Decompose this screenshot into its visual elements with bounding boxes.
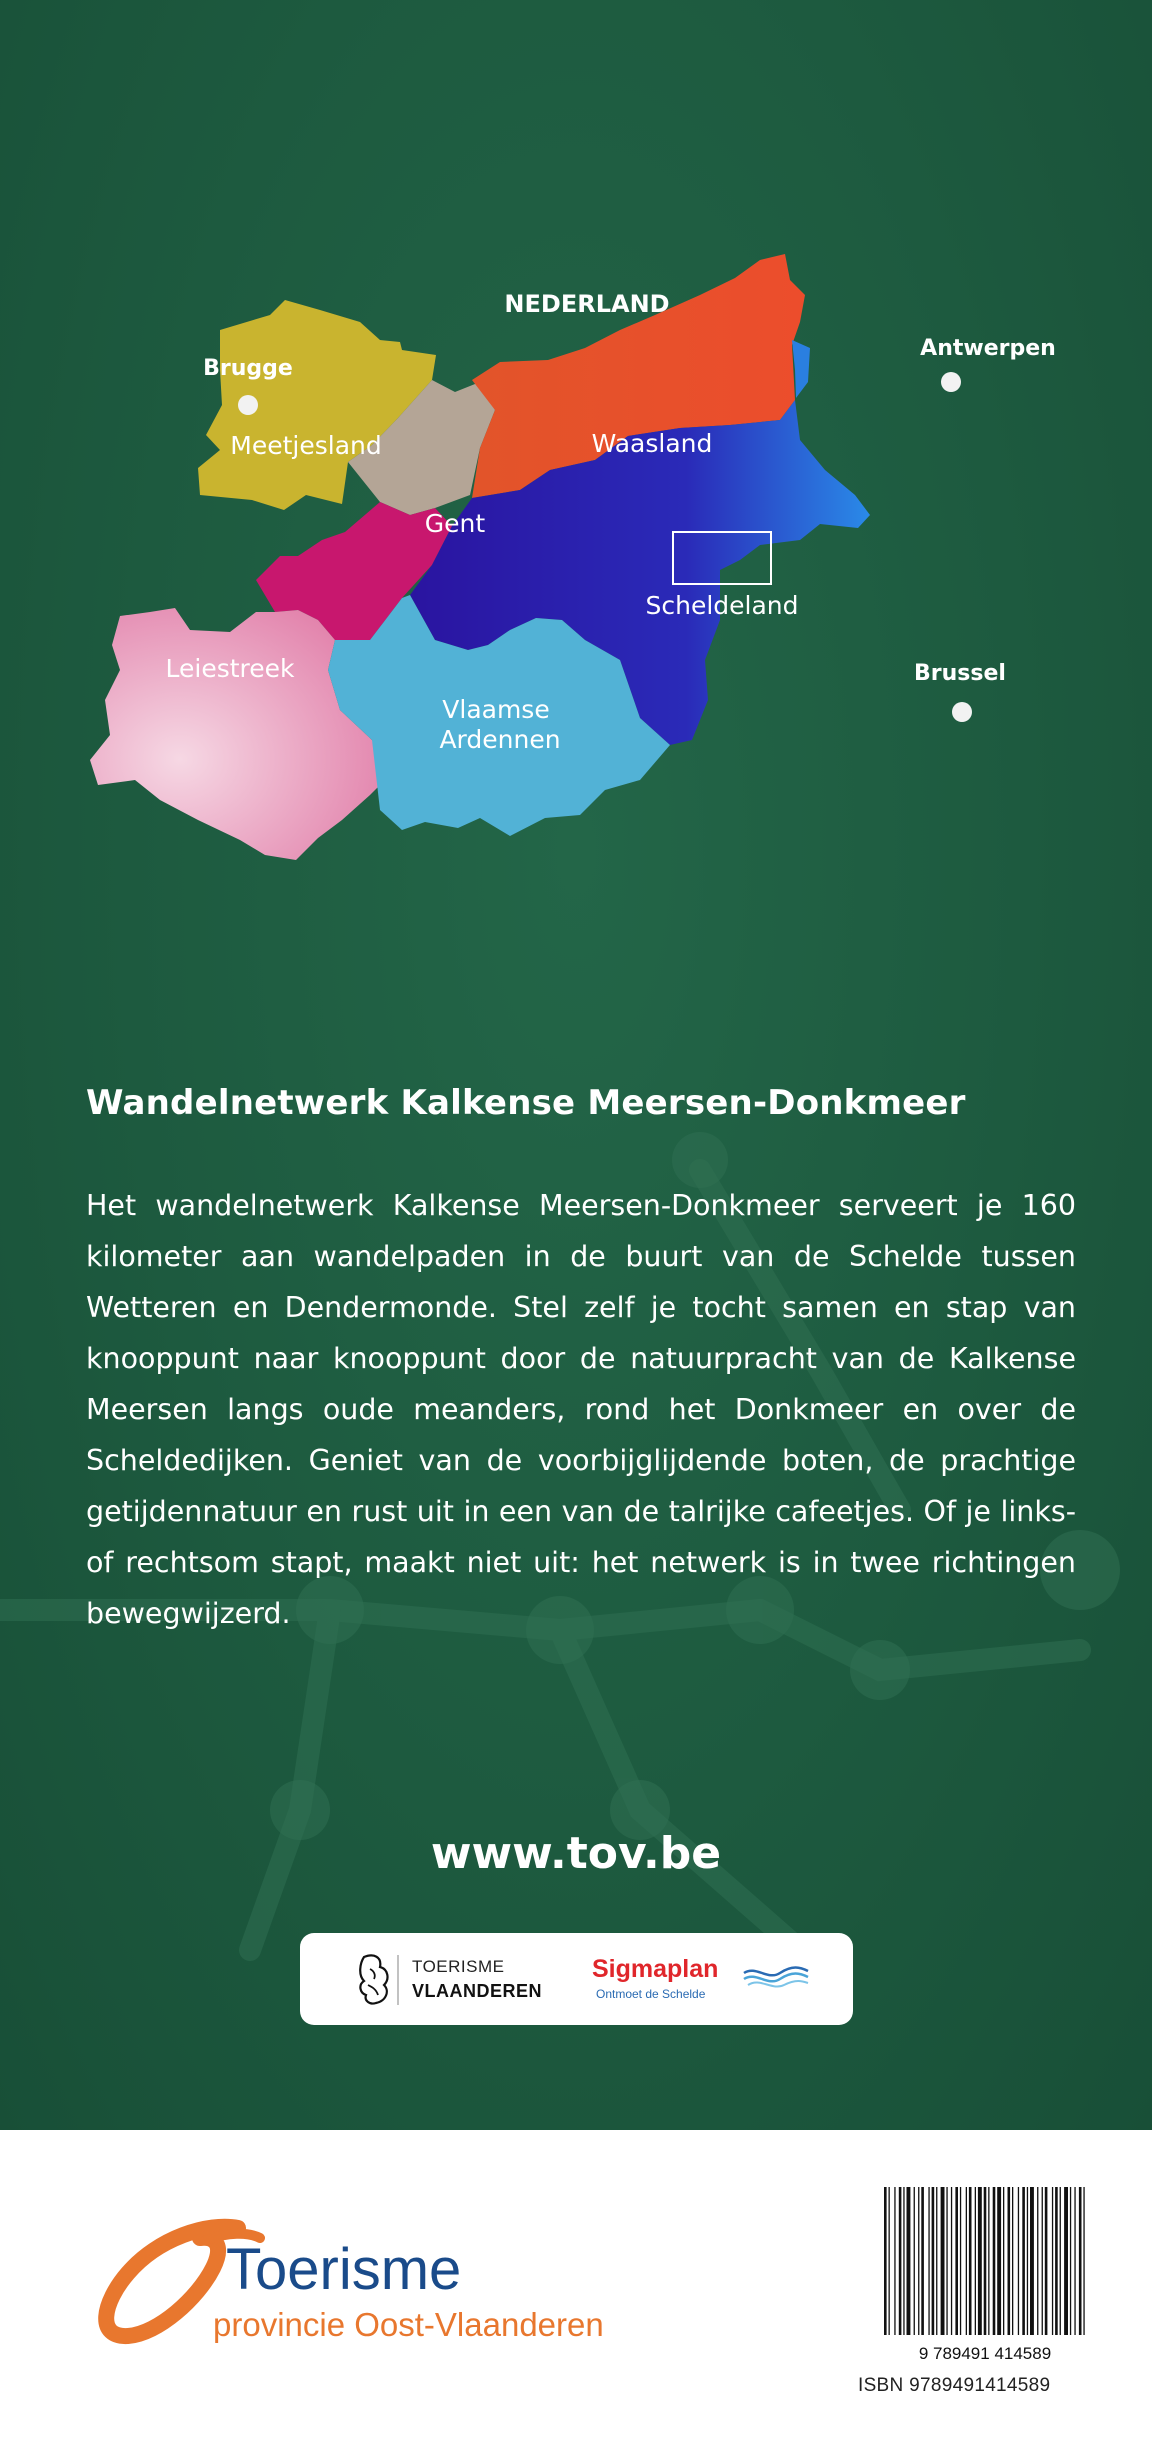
isbn-number: ISBN 9789491414589 [858, 2375, 1051, 2396]
label-vlaamse: Vlaamse [442, 695, 550, 724]
label-ardennen: Ardennen [439, 725, 561, 754]
publisher-name: Toerisme [226, 2237, 462, 2302]
city-dot-brussel [952, 702, 972, 722]
label-brussel: Brussel [914, 661, 1006, 686]
label-brugge: Brugge [203, 356, 293, 381]
label-waasland: Waasland [591, 429, 713, 458]
label-leiestreek: Leiestreek [165, 654, 295, 683]
partner-logos-box [300, 1933, 853, 2025]
label-meetjesland: Meetjesland [230, 431, 382, 460]
label-antwerpen: Antwerpen [920, 336, 1056, 361]
region-antwerp [792, 340, 810, 398]
publisher-subtitle: provincie Oost-Vlaanderen [213, 2306, 604, 2343]
waves-icon [742, 1963, 810, 1989]
lion-icon [346, 1949, 406, 2009]
sigmaplan-name: Sigmaplan [592, 1955, 719, 1983]
barcode-icon [880, 2183, 1090, 2365]
region-map [80, 240, 1056, 890]
website-link[interactable]: www.tov.be [430, 1828, 722, 1879]
label-nederland: NEDERLAND [504, 290, 670, 318]
toerisme-vlaanderen-line1: TOERISME [412, 1957, 505, 1976]
sigmaplan-tagline: Ontmoet de Schelde [596, 1987, 706, 2001]
cover-title: Wandelnetwerk Kalkense Meersen-Donkmeer [86, 1083, 966, 1123]
toerisme-vlaanderen-line2: VLAANDEREN [412, 1981, 543, 2001]
city-dot-brugge [238, 395, 258, 415]
city-dot-antwerpen [941, 372, 961, 392]
description-paragraph: Het wandelnetwerk Kalkense Meersen-Donkmeer serveert je 160 kilometer aan wandelpaden in de buurt van de Schelde tussen Wetteren en Dendermonde. Stel zelf je tocht samen en stap van knooppunt naar knooppunt door de natuurpracht van de Kalkense Meersen langs oude meanders, rond het Donkmeer en over de Scheldedijken. Geniet van de voorbijglijdende boten, de prachtige getijdennatuur en rust uit in een van de talrijke cafeetjes. Of je links- of rechtsom stapt, maakt niet uit: het netwerk is in twee richtingen bewegwijzerd. [86, 1189, 1076, 1630]
barcode-digits: 9 789491 414589 [918, 2344, 1052, 2363]
label-scheldeland: Scheldeland [645, 591, 799, 620]
label-gent: Gent [424, 509, 486, 538]
